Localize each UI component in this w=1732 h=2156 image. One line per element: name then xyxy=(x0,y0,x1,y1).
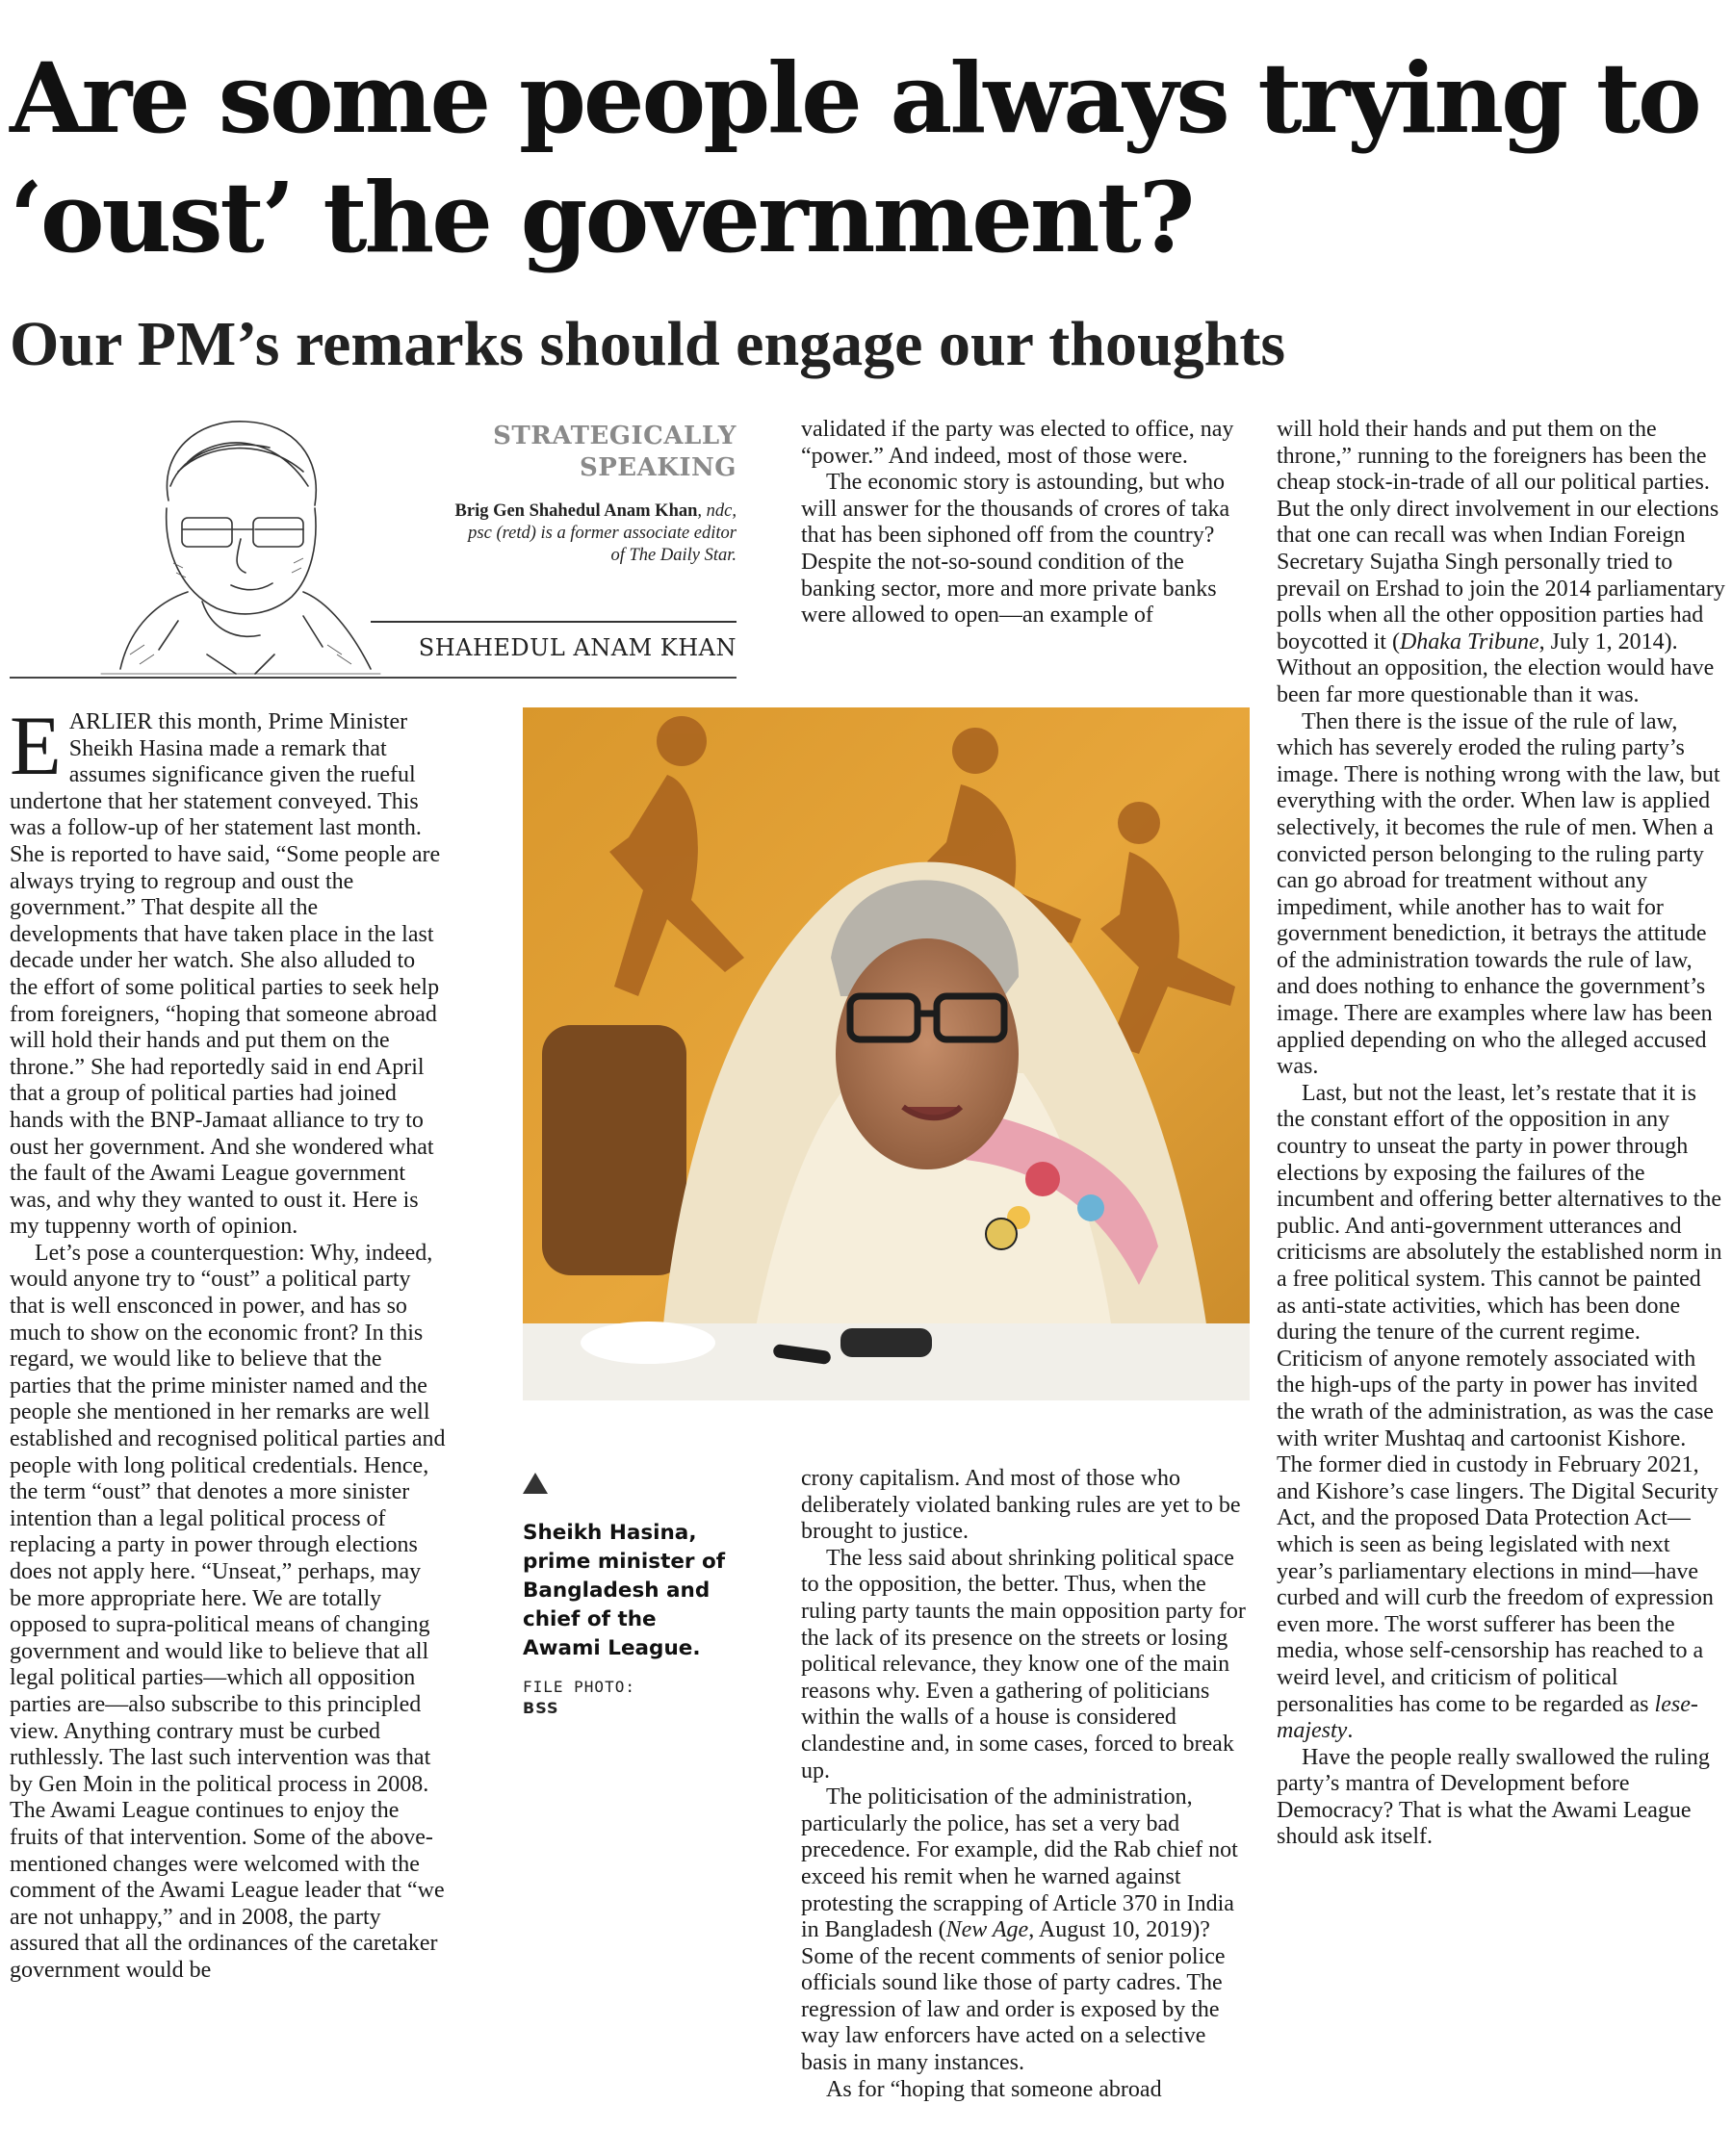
article-photo xyxy=(523,707,1250,1400)
paragraph-text: ARLIER this month, Prime Minister Sheikh Hasina made a remark that assumes significance given the rueful undertone that her statement conveyed. This was a follow-up of her statement last month. She is reported to have said, “Some people are always trying to regroup and oust the government.” That despite all the developments that have taken place in the last decade under her watch. She also alluded to the effort of some political parties to seek help from foreigners, “hoping that someone abroad will hold their hands and put them on the throne.” She had reportedly said in end April that a group of political parties had joined hands with the BNP-Jamaat alliance to try to oust her government. And she wondered what the fault of the Awami League government was, and why they wanted to oust it. Here is my tuppenny worth of opinion. xyxy=(10,709,441,1240)
publication-name: New Age xyxy=(945,1917,1029,1943)
paragraph-text: , August 10, 2019)? Some of the recent comments of senior police officials sound like those of party cadres. The regression of law and order is exposed by the way law enforcers have acted on a selective basis in many instances. xyxy=(801,1917,1226,2076)
photo-caption: Sheikh Hasina, prime minister of Bangladesh and chief of the Awami League. xyxy=(523,1521,726,1660)
author-bio-paper: The Daily Star. xyxy=(629,546,737,565)
paragraph-text: will hold their hands and put them on the throne,” running to the foreigners has been the cheap stock-in-trade of all our political parties. But the only direct involvement in our elections that one can recall was when Indian Foreign Secretary Sujatha Singh personally tried to prevail on Ershad to join the 2014 parliamentary polls when all the other opposition parties had boycotted it ( xyxy=(1277,417,1725,654)
paragraph: As for “hoping that someone abroad xyxy=(826,2076,1162,2102)
italic-term: lese-majesty xyxy=(1277,1691,1698,1744)
paragraph-text: Last, but not the least, let’s restate that it is the constant effort of the opposition in any country to unseat the party in power through elections by exposing the failures of the incumbent and offering better alternatives to the public. And anti-government utterances and criticisms are absolutely the established norm in a free political system. This cannot be painted as anti-state activities, which has been done during the tenure of the current regime. Criticism of anyone remotely associated with the high-ups of the party in power has invited the wrath of the administration, as was the case with writer Mushtaq and cartoonist Kishore. The former died in custody in February 2021, and Kishore’s case lingers. The Digital Security Act, and the proposed Data Protection Act—which is seen as being legislated with next year’s parliamentary elections in mind—have curbed and will curb the freedom of expression even more. The worst sufferer has been the media, whose self-censorship has reached to a weird level, and criticism of political personalities has come to be regarded as xyxy=(1277,1080,1722,1717)
body-column-1 xyxy=(10,700,448,1985)
headline: Are some people always trying to ‘oust’ the government? xyxy=(10,41,1699,274)
body-column-2-top xyxy=(801,417,1251,629)
paragraph-text: , July 1, 2014). Without an opposition, the election would have been far more questionable than it was. xyxy=(1277,629,1715,707)
paragraph: The economic story is astounding, but who will answer for the thousands of crores of taka that has been siphoned off from the country? Despite the not-so-sound condition of the banking sector, more and more private banks were allowed to open—an example of xyxy=(801,470,1230,629)
paragraph: Then there is the issue of the rule of law, which has severely eroded the ruling party’s image. There is nothing wrong with the law, but everything with the order. When law is applied selectively, it becomes the rule of men. When a convicted person belonging to the ruling party can go abroad for treatment without any impediment, while another has to wait for government benediction, it betrays the attitude of the administration towards the rule of law, and does nothing to enhance the government’s image. There are examples where law has been applied depending on who the alleged accused was. xyxy=(1277,708,1720,1080)
publication-name: Dhaka Tribune xyxy=(1399,629,1539,654)
paragraph xyxy=(1277,417,1725,709)
section-rule xyxy=(10,677,737,679)
subheadline: Our PM’s remarks should engage our thoughts xyxy=(10,309,1286,379)
paragraph: validated if the party was elected to office, nay “power.” And indeed, most of those were. xyxy=(801,417,1234,469)
paragraph-text: . xyxy=(1347,1718,1354,1744)
byline-rule xyxy=(371,621,737,623)
byline: SHAHEDUL ANAM KHAN xyxy=(418,634,737,661)
paragraph: Have the people really swallowed the ruling party’s mantra of Development before Democracy? That is what the Awami League should ask itself. xyxy=(1277,1744,1710,1850)
drop-cap: E xyxy=(10,700,62,793)
paragraph: Let’s pose a counterquestion: Why, indeed, would anyone try to “oust” a political party that is well ensconced in power, and has so much to show on the economic front? In this regard, we would like to believe that the parties that the prime minister named and the people she mentioned in her remarks are well established and recognised political parties and people with long political credentials. Hence, the term “oust” that denotes a more sinister intention than a legal political process of replacing a party in power through elections does not apply here. “Unseat,” perhaps, may be more appropriate here. We are totally opposed to supra-political means of changing government and would like to believe that all legal political parties—which all opposition parties are—also subscribe to this principled view. Anything contrary must be curbed ruthlessly. The last such intervention was that by Gen Moin in the political process in 2008. The Awami League continues to enjoy the fruits of that intervention. Some of the above-mentioned changes were welcomed with the comment of the Awami League leader that “we are not unhappy,” and in 2008, the party assured that all the ordinances of the caretaker government would be xyxy=(10,1240,446,1983)
photo-credit-label: FILE PHOTO: xyxy=(523,1678,635,1696)
author-bio-name: Brig Gen Shahedul Anam Khan xyxy=(454,501,698,521)
body-column-3 xyxy=(1277,417,1725,1851)
paragraph xyxy=(1277,1081,1725,1745)
body-column-2-bottom xyxy=(801,1466,1251,2103)
paragraph: The less said about shrinking political space to the opposition, the better. Thus, when the ruling party taunts the main opposition party for the lack of its presence on the streets or losing political relevance, they know one of the main reasons why. Even a gathering of politicians within the walls of a house is considered clandestine and, in some cases, forced to break up. xyxy=(801,1545,1246,1784)
author-portrait xyxy=(63,395,390,683)
paragraph xyxy=(801,1784,1251,2077)
paragraph: crony capitalism. And most of those who deliberately violated banking rules are yet to be brought to justice. xyxy=(801,1466,1241,1545)
author-bio-text: , ndc, psc (retd) is a former associate editor of xyxy=(468,501,737,565)
column-name: STRATEGICALLY SPEAKING xyxy=(493,422,737,482)
author-bio xyxy=(452,500,737,567)
caption-arrow-icon xyxy=(523,1473,548,1494)
paragraph xyxy=(10,700,448,1241)
photo-credit-source: BSS xyxy=(523,1699,559,1717)
paragraph-text: The politicisation of the administration, particularly the police, has set a very bad precedence. For example, did the Rab chief not exceed his remit when he warned against protesting the scrapping of Article 370 in India in Bangladesh ( xyxy=(801,1784,1238,1943)
